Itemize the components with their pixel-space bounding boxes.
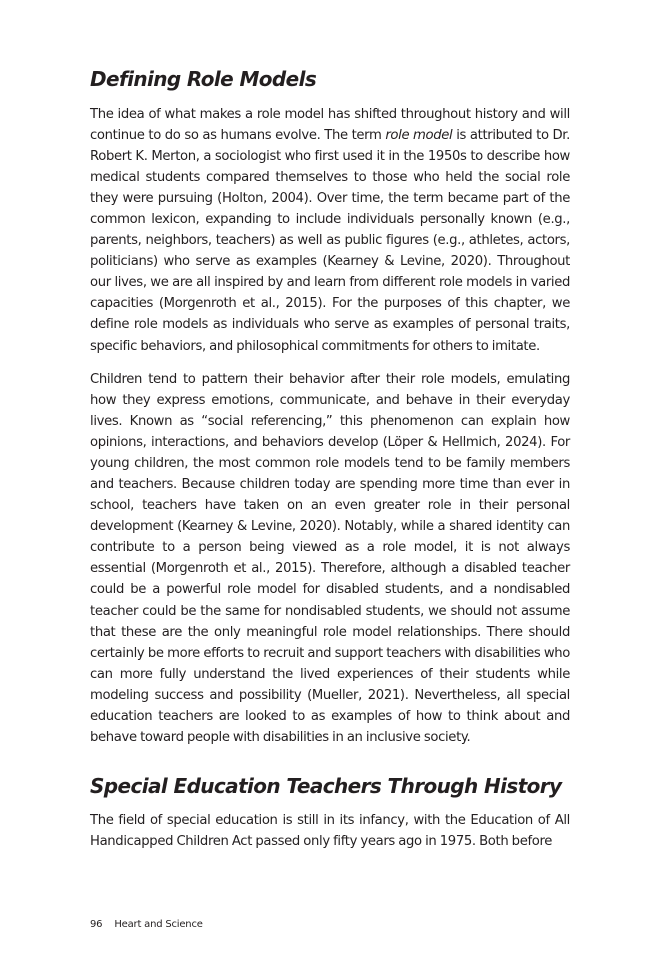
body-paragraph-1 xyxy=(90,104,570,357)
body-paragraph-2: Children tend to pattern their behavior after their role models, emulating how they express emotions, communicate, and behave in their everyday lives. Known as “social referencing,” this phenomenon can explain how opinions, interactions, and behaviors develop (Löper & Hellmich, 2024). For young children, the most common role models tend to be family members and teachers. Because children today are spending more time than ever in school, teachers have taken on an even greater role in their personal development (Kearney & Levine, 2020). Notably, while a shared identity can contribute to a person being viewed as a role model, it is not always essential (Morgenroth et al., 2015). Therefore, although a disabled teacher could be a powerful role model for disabled students, and a nondisabled teacher could be the same for nondisabled students, we should not assume that these are the only meaningful role model relationships. There should certainly be more efforts to recruit and support teachers with disabilities who can more fully understand the lived experiences of their students while modeling success and possibility (Mueller, 2021). Nevertheless, all special education teachers are looked to as examples of how to think about and behave toward people with disabilities in an inclusive society. xyxy=(90,372,570,745)
paragraph-text: is attributed to Dr. Robert K. Merton, a sociologist who first used it in the 1950s to describe how medical students compared themselves to those who held the social role they were pursuing (Holton, 2004). Over time, the term became part of the common lexicon, expanding to include individuals personally known (e.g., parents, neighbors, teachers) as well as public figures (e.g., athletes, actors, politicians) who serve as examples (Kearney & Levine, 2020). Throughout our lives, we are all inspired by and learn from different role models in varied capacities (Morgenroth et al., 2015). For the purposes of this chapter, we define role models as individuals who serve as examples of personal traits, specific behaviors, and philosophical commitments for others to imitate. xyxy=(90,128,571,354)
page-footer xyxy=(90,919,203,930)
page-number: 96 xyxy=(90,919,103,930)
paragraph-text: The idea of what makes a role model has shifted throughout history and will continue to do so as humans evolve. The term xyxy=(90,107,570,144)
running-footer-title: Heart and Science xyxy=(114,919,203,930)
emphasized-term: role model xyxy=(385,128,453,144)
section-heading-defining-role-models: Defining Role Models xyxy=(90,67,317,91)
body-paragraph-3: The field of special education is still in its infancy, with the Education of All Handicapped Children Act passed only fifty years ago in 1975. Both before xyxy=(90,813,570,850)
section-heading-special-education-history: Special Education Teachers Through History xyxy=(90,774,562,798)
